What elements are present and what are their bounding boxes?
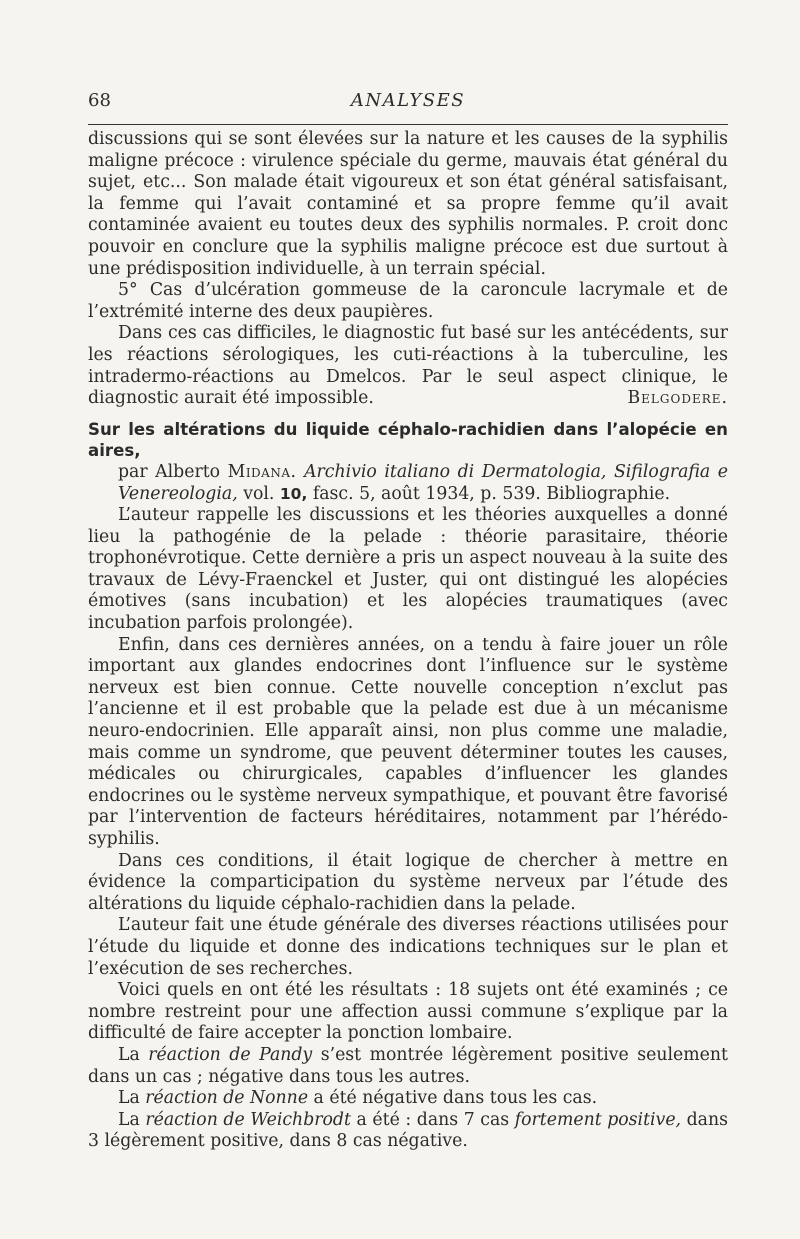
page-number: 68: [88, 90, 111, 111]
paragraph-conditions: Dans ces conditions, il était logique de chercher à mettre en évidence la comparticipation du système nerveux par l’étude des altérations du liquide céphalo-rachidien dans la pelade.: [88, 850, 728, 914]
reference-journal: Archivio italiano di Dermatologia, Sifilografia e Venereologia,: [118, 461, 728, 504]
body-text: [88, 129, 728, 1153]
page-header: [88, 86, 728, 116]
weichbrodt-pre: La: [118, 1109, 140, 1130]
reference-vol-prefix: vol.: [243, 483, 275, 504]
pandy-pre: La: [118, 1044, 140, 1065]
reference-details: fasc. 5, août 1934, p. 539. Bibliographie.: [312, 483, 671, 504]
nonne-pre: La: [118, 1088, 140, 1109]
article-title: Sur les altérations du liquide céphalo-rachidien dans l’alopécie en aires,: [88, 419, 728, 461]
nonne-term: réaction de Nonne: [145, 1088, 309, 1109]
paragraph-resultats: Voici quels en ont été les résultats : 18 sujets ont été examinés ; ce nombre restreint pour une affection aussi commune s’explique par la difficulté de faire accepter la ponction lombaire.: [88, 980, 728, 1044]
paragraph-case-5: 5° Cas d’ulcération gommeuse de la caroncule lacrymale et de l’extrémité interne des deux paupières.: [88, 280, 728, 322]
article-reference: [88, 462, 728, 505]
pandy-post: s’est montrée légèrement positive seulement dans un cas ; négative dans tous les autres.: [88, 1044, 728, 1087]
author-signature: Belgodere.: [627, 388, 728, 409]
paragraph-pathogenie: L’auteur rappelle les discussions et les théories auxquelles a donné lieu la pathogénie de la pelade : théorie parasitaire, théorie trophonévrotique. Cette dernière a pris un aspect nouveau à la suite des travaux de Lévy-Fraenckel et Juster, qui ont distingué les alopécies émotives (sans incubation) et les alopécies traumatiques (avec incubation parfois prolongée).: [88, 505, 728, 634]
pandy-term: réaction de Pandy: [148, 1044, 313, 1065]
reference-volume: 10,: [279, 484, 308, 503]
paragraph-endocrines: Enfin, dans ces dernières années, on a tendu à faire jouer un rôle important aux glandes endocrines dont l’influence sur le système nerveux est bien connue. Cette nouvelle conception n’exclut pas l’ancienne et il est probable que la pelade est due à un mécanisme neuro-endocrinien. Elle apparaît ainsi, non plus comme une maladie, mais comme un syndrome, que peuvent déterminer toutes les causes, médicales ou chirurgicales, capables d’influencer les glandes endocrines ou le système nerveux sympathique, et pouvant être favorisé par l’intervention de facteurs héréditaires, notamment par l’hérédo-syphilis.: [88, 634, 728, 849]
paragraph-etude: L’auteur fait une étude générale des diverses réactions utilisées pour l’étude du liquide et donne des indications techniques sur le plan et l’exécution de ses recherches.: [88, 915, 728, 979]
weichbrodt-term2: fortement positive,: [514, 1109, 682, 1130]
paragraph-weichbrodt: [88, 1110, 728, 1153]
reference-by: par Alberto: [118, 461, 221, 482]
weichbrodt-post: dans 3 légèrement positive, dans 8 cas négative.: [88, 1109, 728, 1152]
paragraph-diagnostic-text: Dans ces cas difficiles, le diagnostic fut basé sur les antécédents, sur les réactions sérologiques, les cuti-réactions à la tuberculine, les intradermo-réactions au Dmelcos. Par le seul aspect clinique, le diagnostic aurait été impossible.: [88, 323, 728, 409]
running-title: ANALYSES: [350, 90, 466, 111]
weichbrodt-mid: a été : dans 7 cas: [356, 1109, 510, 1130]
nonne-post: a été négative dans tous les cas.: [313, 1088, 598, 1109]
paragraph-pandy: [88, 1045, 728, 1088]
weichbrodt-term: réaction de Weichbrodt: [145, 1109, 351, 1130]
paragraph-nonne: [88, 1088, 728, 1110]
reference-author: Midana.: [227, 461, 297, 482]
paragraph-continued: discussions qui se sont élevées sur la nature et les causes de la syphilis maligne précoce : virulence spéciale du germe, mauvais état général du sujet, etc... Son malade était vigoureux et son état général satisfaisant, la femme qui l’avait contaminé et sa propre femme qu’il avait contaminée avaient eu toutes deux des syphilis normales. P. croit donc pouvoir en conclure que la syphilis maligne précoce est due surtout à une prédisposition individuelle, à un terrain spécial.: [88, 129, 728, 279]
header-rule: [88, 124, 728, 125]
paragraph-diagnostic: [88, 323, 728, 409]
